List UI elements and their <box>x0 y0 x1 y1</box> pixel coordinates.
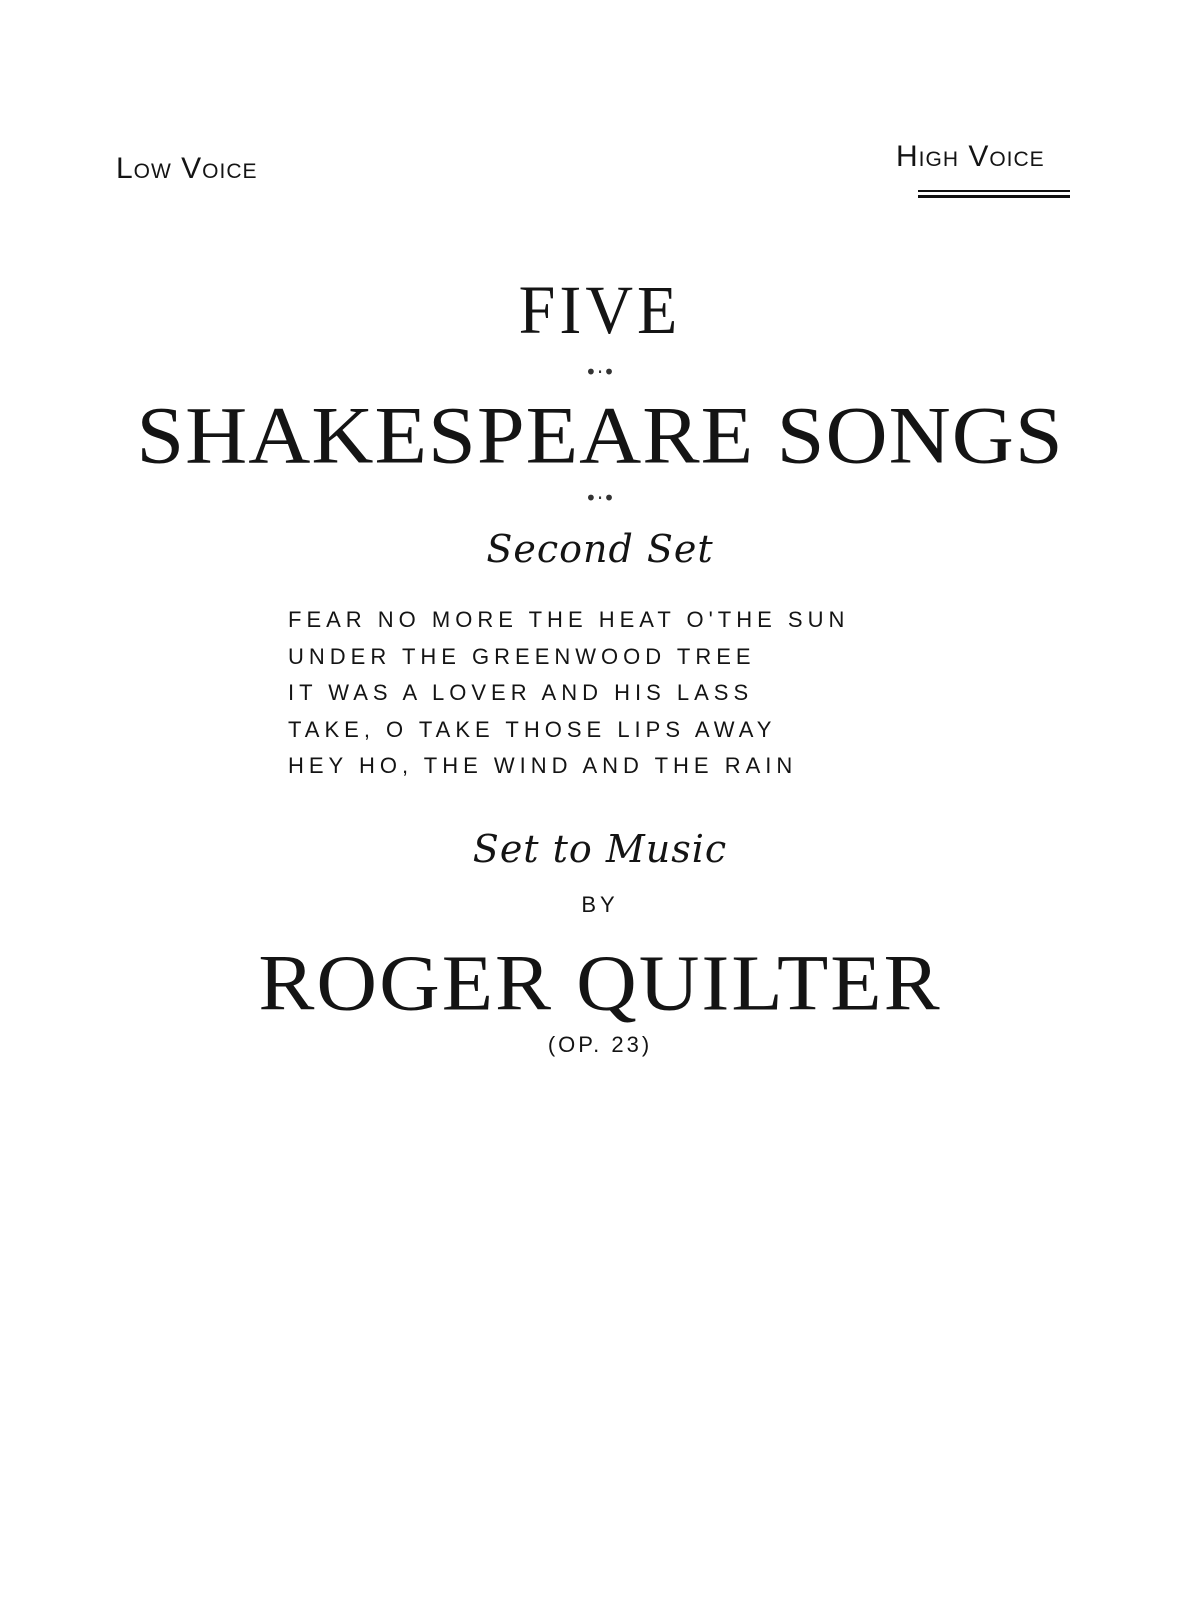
ornament-divider-bottom: •·• <box>585 486 615 510</box>
song-title: FEAR NO MORE THE HEAT O'THE SUN <box>288 607 850 632</box>
song-title: HEY HO, THE WIND AND THE RAIN <box>288 753 798 778</box>
song-title: UNDER THE GREENWOOD TREE <box>288 643 756 669</box>
composer-name: ROGER QUILTER <box>258 939 942 1028</box>
song-title: TAKE, O TAKE THOSE LIPS AWAY <box>288 716 777 742</box>
song-title: IT WAS A LOVER AND HIS LASS <box>288 680 754 705</box>
title-five: FIVE <box>518 272 682 349</box>
set-to-music-label: Set to Music <box>472 827 728 871</box>
song-list <box>288 602 849 785</box>
high-voice-label: High Voice <box>896 140 1045 173</box>
subtitle-second-set: Second Set <box>486 527 714 571</box>
ornament-divider-top: •·• <box>585 360 615 384</box>
low-voice-label: Low Voice <box>116 152 258 185</box>
title-shakespeare-songs: SHAKESPEARE SONGS <box>136 389 1064 481</box>
high-voice-underline <box>918 190 1070 198</box>
opus-number: (OP. 23) <box>547 1032 653 1057</box>
by-label: BY <box>581 892 619 917</box>
